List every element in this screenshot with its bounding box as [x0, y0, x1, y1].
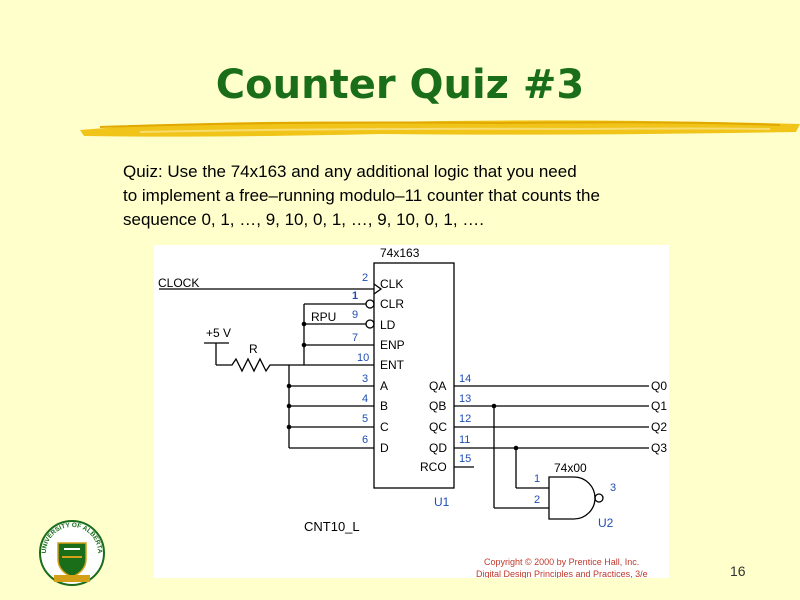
university-crest-logo [36, 517, 108, 587]
pin-name-qb: QB [429, 399, 447, 413]
clock-label: CLOCK [158, 276, 200, 290]
brush-stroke-divider [80, 112, 800, 142]
pin-name-b: B [380, 399, 389, 413]
pin-name-a: A [380, 379, 389, 393]
gate-pin-1: 1 [534, 473, 541, 485]
pin-number-ld: 9 [352, 309, 359, 321]
ld-bubble [366, 320, 374, 328]
gate-pin-3: 3 [610, 482, 617, 494]
output-q2: Q2 [651, 420, 668, 434]
pin-number-clr: 1 [352, 290, 359, 302]
clr-bubble [366, 300, 374, 308]
circuit-diagram [154, 245, 669, 578]
pin-number-qb: 13 [459, 393, 472, 405]
slide-title: Counter Quiz #3 [215, 62, 585, 108]
copyright-line2: Digital Design Principles and Practices, 3/e [476, 569, 648, 578]
output-q1: Q1 [651, 399, 668, 413]
component-label: CNT10_L [304, 519, 360, 534]
pin-name-qc: QC [429, 420, 447, 434]
nand-gate [549, 477, 595, 519]
pin-number-c: 5 [362, 413, 369, 425]
quiz-line: sequence 0, 1, …, 9, 10, 0, 1, …, 9, 10, 0, 1, …. [123, 210, 484, 229]
u2-label: U2 [598, 516, 614, 530]
vcc-label: +5 V [206, 326, 232, 340]
pin-number-a: 3 [362, 373, 369, 385]
quiz-line: Quiz: Use the 74x163 and any additional logic that you need [123, 162, 577, 181]
page-number: 16 [730, 563, 746, 579]
pin-name-ld: LD [380, 318, 396, 332]
pin-number-d: 6 [362, 434, 369, 446]
resistor-label: R [249, 342, 258, 356]
output-q3: Q3 [651, 441, 668, 455]
pin-name-d: D [380, 441, 389, 455]
copyright-line1: Copyright © 2000 by Prentice Hall, Inc. [484, 557, 640, 567]
pin-number-qd: 11 [459, 434, 471, 446]
gate-pin-2: 2 [534, 494, 541, 506]
pin-name-enp: ENP [380, 338, 405, 352]
pin-number-b: 4 [362, 393, 369, 405]
pin-number-qa: 14 [459, 373, 472, 385]
quiz-text [123, 160, 743, 232]
output-q0: Q0 [651, 379, 668, 393]
pin-name-qa: QA [429, 379, 447, 393]
logo-text: UNIVERSITY OF ALBERTA [40, 521, 104, 554]
nand-bubble [595, 494, 603, 502]
pin-name-rco: RCO [420, 460, 447, 474]
pin-number-rco: 15 [459, 453, 472, 465]
pin-number-clk: 2 [362, 272, 369, 284]
pin-number-ent: 10 [357, 352, 370, 364]
pin-name-clr: CLR [380, 297, 405, 311]
pin-name-clk: CLK [380, 277, 404, 291]
pin-name-c: C [380, 420, 389, 434]
chip-label: 74x163 [380, 246, 420, 260]
pin-number-qc: 12 [459, 413, 472, 425]
pin-name-qd: QD [429, 441, 447, 455]
pin-number-enp: 7 [352, 332, 359, 344]
u1-label: U1 [434, 495, 450, 509]
rpu-label: RPU [311, 310, 337, 324]
pin-name-ent: ENT [380, 358, 404, 372]
quiz-line: to implement a free–running modulo–11 counter that counts the [123, 186, 600, 205]
gate-label: 74x00 [554, 461, 587, 475]
